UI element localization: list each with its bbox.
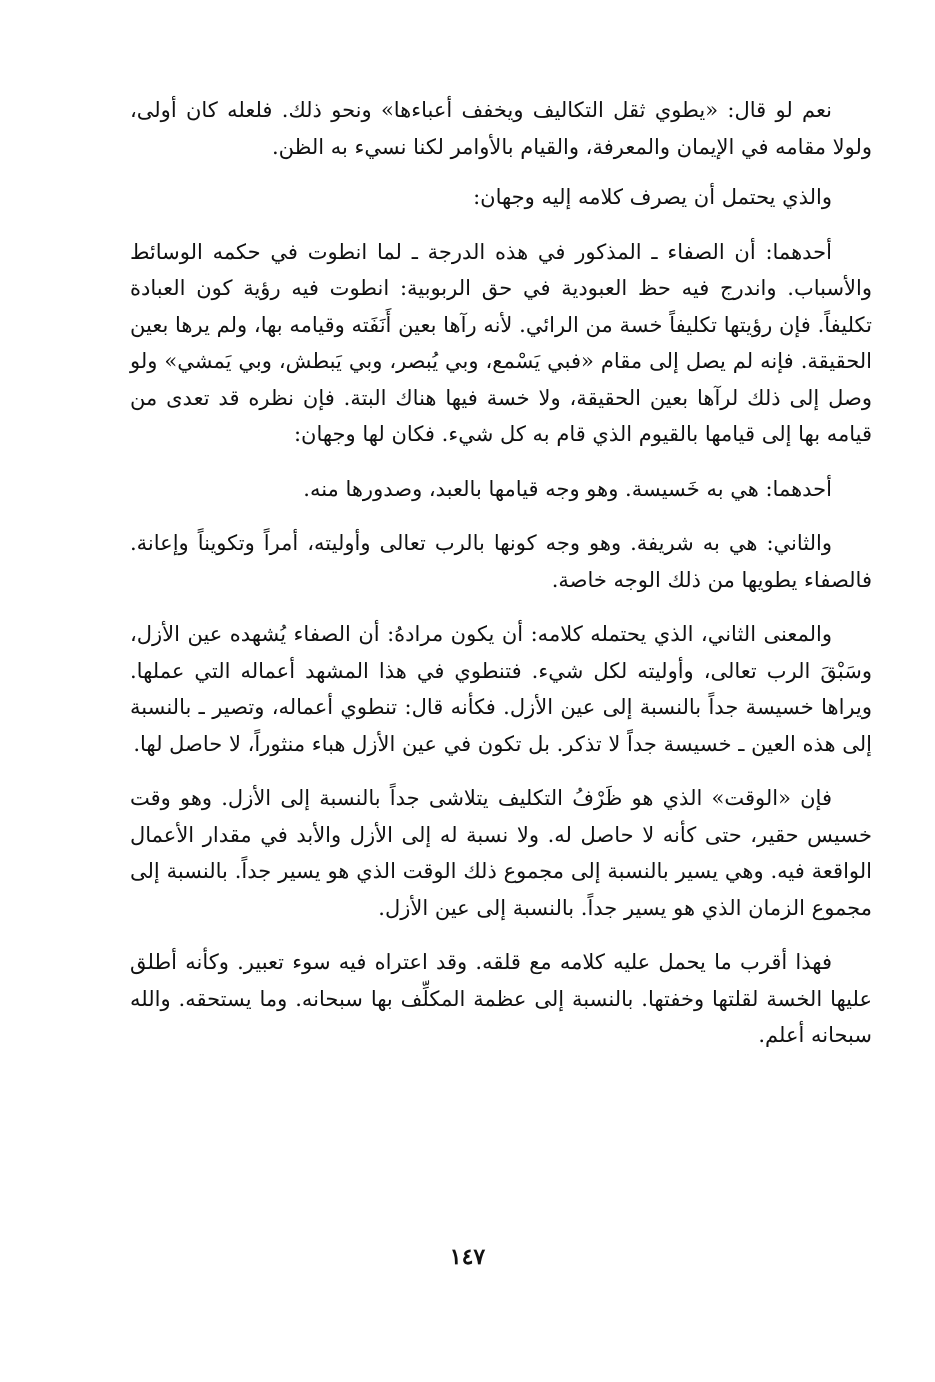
paragraph-1: نعم لو قال: «يطوي ثقل التكاليف ويخفف أعباءها» ونحو ذلك. فلعله كان أولى، ولولا مقامه في الإيمان والمعرفة، والقيام بالأوامر لكنا نسيء به الظن.	[130, 98, 872, 159]
paragraph-8: فهذا أقرب ما يحمل عليه كلامه مع قلقه. وقد اعتراه فيه سوء تعبير. وكأنه أطلق عليها الخسة لقلتها وخفتها. بالنسبة إلى عظمة المكلِّف بها سبحانه. وما يستحقه. والله سبحانه أعلم.	[130, 950, 872, 1047]
paragraph-6: والمعنى الثاني، الذي يحتمله كلامه: أن يكون مرادهُ: أن الصفاء يُشهده عين الأزل، وسَبْقَ الرب تعالى، وأوليته لكل شيء. فتنطوي في هذا المشهد أعماله التي عملها. ويراها خسيسة جداً بالنسبة إلى عين الأزل. فكأنه قال: تنطوي أعماله، وتصير ـ بالنسبة إلى هذه العين ـ خسيسة جداً لا تذكر. بل تكون في عين الأزل هباء منثوراً، لا حاصل لها.	[130, 622, 872, 756]
paragraph-4: أحدهما: هي به خَسيسة. وهو وجه قيامها بالعبد، وصدورها منه.	[303, 476, 832, 501]
page-number: ١٤٧	[449, 1244, 486, 1270]
paragraph-7: فإن «الوقت» الذي هو ظَرْفُ التكليف يتلاشى جداً بالنسبة إلى الأزل. وهو وقت خسيس حقير، حتى كأنه لا حاصل له. ولا نسبة له إلى الأزل والأبد في مقدار الأعمال الواقعة فيه. وهي يسير بالنسبة إلى مجموع ذلك الوقت الذي هو يسير جداً. بالنسبة إلى مجموع الزمان الذي هو يسير جداً. بالنسبة إلى عين الأزل.	[130, 786, 872, 920]
paragraph-2: والذي يحتمل أن يصرف كلامه إليه وجهان:	[473, 185, 832, 209]
paragraph-5: والثاني: هي به شريفة. وهو وجه كونها بالرب تعالى وأوليته، أمراً وتكويناً وإعانة. فالصفاء يطويها من ذلك الوجه خاصة.	[130, 531, 872, 592]
paragraph-3: أحدهما: أن الصفاء ـ المذكور في هذه الدرجة ـ لما انطوت في حكمه الوسائط والأسباب. واندرج فيه حظ العبودية في حق الربوبية: انطوت فيه رؤية كون العبادة تكليفاً. فإن رؤيتها تكليفاً خسة من الرائي. لأنه رآها بعين أَنَفَته وقيامه بها، ولم يرها بعين الحقيقة. فإنه لم يصل إلى مقام «فبي يَسْمع، وبي يُبصر، وبي يَبطش، وبي يَمشي» ولو وصل إلى ذلك لرآها بعين الحقيقة، ولا خسة فيها هناك البتة. فإن نظره قد تعدى من قيامه بها إلى قيامها بالقيوم الذي قام به كل شيء. فكان لها وجهان:	[130, 239, 872, 446]
document-body	[130, 92, 872, 1072]
